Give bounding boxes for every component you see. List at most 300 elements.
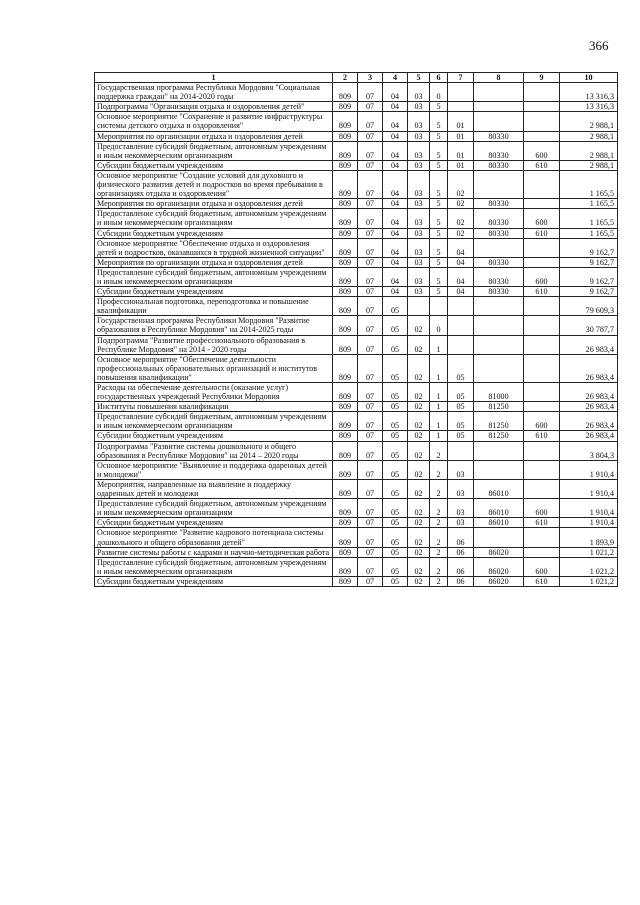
code-cell bbox=[524, 383, 560, 402]
row-name-cell: Подпрограмма "Развитие системы дошкольного и общего образования в Республике Мордовия" на 2014 – 2020 годы bbox=[95, 441, 333, 460]
code-cell: 05 bbox=[383, 547, 408, 557]
amount-cell: 1 165,5 bbox=[560, 228, 618, 238]
code-cell: 5 bbox=[430, 141, 448, 160]
code-cell: 809 bbox=[333, 297, 358, 316]
row-name-cell: Субсидии бюджетным учреждениям bbox=[95, 160, 333, 170]
code-cell: 05 bbox=[383, 431, 408, 441]
amount-cell: 26 983,4 bbox=[560, 335, 618, 354]
amount-cell: 26 983,4 bbox=[560, 402, 618, 412]
code-cell: 07 bbox=[358, 518, 383, 528]
table-row bbox=[95, 297, 618, 316]
code-cell: 80330 bbox=[474, 209, 524, 228]
amount-cell: 9 162,7 bbox=[560, 257, 618, 267]
code-cell: 1 bbox=[430, 383, 448, 402]
amount-cell: 26 983,4 bbox=[560, 431, 618, 441]
code-cell: 06 bbox=[448, 547, 474, 557]
code-cell: 5 bbox=[430, 131, 448, 141]
code-cell: 07 bbox=[358, 170, 383, 198]
code-cell: 03 bbox=[448, 518, 474, 528]
code-cell bbox=[474, 528, 524, 547]
code-cell: 2 bbox=[430, 547, 448, 557]
code-cell: 07 bbox=[358, 297, 383, 316]
code-cell: 5 bbox=[430, 209, 448, 228]
code-cell: 2 bbox=[430, 557, 448, 576]
code-cell: 03 bbox=[408, 112, 430, 131]
row-name-cell: Предоставление субсидий бюджетным, автономным учреждениям и иным некоммерческим организациям bbox=[95, 141, 333, 160]
code-cell: 81250 bbox=[474, 412, 524, 431]
code-cell: 1 bbox=[430, 412, 448, 431]
table-row bbox=[95, 160, 618, 170]
code-cell: 80330 bbox=[474, 131, 524, 141]
code-cell: 809 bbox=[333, 431, 358, 441]
code-cell: 809 bbox=[333, 238, 358, 257]
amount-cell: 79 609,3 bbox=[560, 297, 618, 316]
code-cell: 07 bbox=[358, 431, 383, 441]
code-cell: 0 bbox=[430, 83, 448, 102]
code-cell: 02 bbox=[408, 576, 430, 586]
amount-cell: 2 988,1 bbox=[560, 112, 618, 131]
code-cell: 04 bbox=[448, 267, 474, 286]
amount-cell: 1 021,2 bbox=[560, 576, 618, 586]
code-cell: 05 bbox=[383, 557, 408, 576]
code-cell bbox=[524, 316, 560, 335]
row-name-cell: Основное мероприятие "Обеспечение отдыха и оздоровления детей и подростков, оказавшихся в трудной жизненной ситуации" bbox=[95, 238, 333, 257]
row-name-cell: Расходы на обеспечение деятельности (оказание услуг) государственных учреждений Республики Мордовия bbox=[95, 383, 333, 402]
code-cell: 06 bbox=[448, 528, 474, 547]
amount-cell: 1 165,5 bbox=[560, 199, 618, 209]
row-name-cell: Субсидии бюджетным учреждениям bbox=[95, 576, 333, 586]
code-cell: 809 bbox=[333, 102, 358, 112]
code-cell: 07 bbox=[358, 131, 383, 141]
code-cell: 04 bbox=[383, 112, 408, 131]
code-cell: 80330 bbox=[474, 141, 524, 160]
code-cell: 809 bbox=[333, 518, 358, 528]
code-cell: 80330 bbox=[474, 199, 524, 209]
table-row bbox=[95, 431, 618, 441]
code-cell: 2 bbox=[430, 576, 448, 586]
code-cell: 07 bbox=[358, 209, 383, 228]
amount-cell: 26 983,4 bbox=[560, 412, 618, 431]
row-name-cell: Предоставление субсидий бюджетным, автономным учреждениям и иным некоммерческим организациям bbox=[95, 499, 333, 518]
amount-cell: 1 021,2 bbox=[560, 557, 618, 576]
code-cell: 04 bbox=[383, 199, 408, 209]
code-cell: 07 bbox=[358, 160, 383, 170]
code-cell: 809 bbox=[333, 499, 358, 518]
table-row bbox=[95, 335, 618, 354]
code-cell: 07 bbox=[358, 335, 383, 354]
table-row bbox=[95, 316, 618, 335]
column-header: 5 bbox=[408, 73, 430, 83]
row-name-cell: Мероприятия, направленные на выявление и поддержку одаренных детей и молодежи bbox=[95, 479, 333, 498]
amount-cell: 13 316,3 bbox=[560, 102, 618, 112]
code-cell: 86020 bbox=[474, 547, 524, 557]
row-name-cell: Подпрограмма "Организация отдыха и оздоровления детей" bbox=[95, 102, 333, 112]
code-cell: 80330 bbox=[474, 287, 524, 297]
code-cell: 5 bbox=[430, 102, 448, 112]
code-cell bbox=[524, 297, 560, 316]
row-name-cell: Основное мероприятие "Сохранение и развитие инфраструктуры системы детского отдыха и оздоровления" bbox=[95, 112, 333, 131]
code-cell: 06 bbox=[448, 576, 474, 586]
amount-cell: 2 988,1 bbox=[560, 141, 618, 160]
code-cell: 06 bbox=[448, 557, 474, 576]
code-cell: 809 bbox=[333, 83, 358, 102]
code-cell: 07 bbox=[358, 257, 383, 267]
code-cell: 86010 bbox=[474, 499, 524, 518]
code-cell: 05 bbox=[383, 335, 408, 354]
code-cell bbox=[448, 335, 474, 354]
code-cell: 03 bbox=[408, 83, 430, 102]
code-cell: 81000 bbox=[474, 383, 524, 402]
code-cell: 2 bbox=[430, 460, 448, 479]
code-cell: 80330 bbox=[474, 267, 524, 286]
code-cell: 809 bbox=[333, 383, 358, 402]
code-cell bbox=[474, 112, 524, 131]
code-cell: 600 bbox=[524, 267, 560, 286]
table-row bbox=[95, 267, 618, 286]
code-cell: 03 bbox=[408, 102, 430, 112]
code-cell: 02 bbox=[408, 431, 430, 441]
amount-cell: 1 910,4 bbox=[560, 460, 618, 479]
code-cell: 05 bbox=[383, 528, 408, 547]
code-cell bbox=[524, 112, 560, 131]
code-cell: 07 bbox=[358, 412, 383, 431]
code-cell: 03 bbox=[408, 257, 430, 267]
code-cell: 05 bbox=[383, 479, 408, 498]
code-cell: 809 bbox=[333, 557, 358, 576]
code-cell: 2 bbox=[430, 528, 448, 547]
table-row bbox=[95, 402, 618, 412]
code-cell: 07 bbox=[358, 287, 383, 297]
amount-cell: 3 804,3 bbox=[560, 441, 618, 460]
row-name-cell: Предоставление субсидий бюджетным, автономным учреждениям и иным некоммерческим организациям bbox=[95, 557, 333, 576]
code-cell: 809 bbox=[333, 316, 358, 335]
column-header: 4 bbox=[383, 73, 408, 83]
code-cell: 5 bbox=[430, 170, 448, 198]
code-cell: 02 bbox=[408, 316, 430, 335]
table-row bbox=[95, 209, 618, 228]
code-cell: 05 bbox=[448, 431, 474, 441]
code-cell: 03 bbox=[408, 141, 430, 160]
code-cell: 04 bbox=[383, 141, 408, 160]
column-header: 1 bbox=[95, 73, 333, 83]
code-cell: 01 bbox=[448, 131, 474, 141]
code-cell: 02 bbox=[408, 412, 430, 431]
code-cell: 04 bbox=[383, 238, 408, 257]
code-cell: 05 bbox=[383, 412, 408, 431]
row-name-cell: Развитие системы работы с кадрами и научно-методическая работа bbox=[95, 547, 333, 557]
code-cell: 5 bbox=[430, 267, 448, 286]
column-header: 6 bbox=[430, 73, 448, 83]
code-cell: 5 bbox=[430, 257, 448, 267]
amount-cell: 1 165,5 bbox=[560, 170, 618, 198]
code-cell: 5 bbox=[430, 199, 448, 209]
code-cell: 04 bbox=[383, 83, 408, 102]
amount-cell: 26 983,4 bbox=[560, 354, 618, 382]
code-cell: 03 bbox=[448, 460, 474, 479]
column-header: 9 bbox=[524, 73, 560, 83]
code-cell: 86010 bbox=[474, 479, 524, 498]
code-cell bbox=[524, 335, 560, 354]
row-name-cell: Мероприятия по организации отдыха и оздоровления детей bbox=[95, 199, 333, 209]
code-cell: 07 bbox=[358, 402, 383, 412]
code-cell bbox=[524, 131, 560, 141]
code-cell: 07 bbox=[358, 141, 383, 160]
code-cell bbox=[448, 83, 474, 102]
code-cell: 81250 bbox=[474, 431, 524, 441]
code-cell: 02 bbox=[408, 518, 430, 528]
code-cell: 2 bbox=[430, 499, 448, 518]
code-cell: 07 bbox=[358, 199, 383, 209]
code-cell: 07 bbox=[358, 547, 383, 557]
amount-cell: 1 165,5 bbox=[560, 209, 618, 228]
code-cell: 809 bbox=[333, 354, 358, 382]
code-cell: 809 bbox=[333, 547, 358, 557]
code-cell: 86010 bbox=[474, 518, 524, 528]
code-cell: 04 bbox=[383, 102, 408, 112]
code-cell: 600 bbox=[524, 557, 560, 576]
code-cell: 80330 bbox=[474, 257, 524, 267]
row-name-cell: Субсидии бюджетным учреждениям bbox=[95, 228, 333, 238]
code-cell: 04 bbox=[383, 209, 408, 228]
row-name-cell: Предоставление субсидий бюджетным, автономным учреждениям и иным некоммерческим организациям bbox=[95, 412, 333, 431]
table-row bbox=[95, 131, 618, 141]
code-cell: 809 bbox=[333, 257, 358, 267]
amount-cell: 13 316,3 bbox=[560, 83, 618, 102]
code-cell bbox=[448, 102, 474, 112]
code-cell: 5 bbox=[430, 160, 448, 170]
amount-cell: 9 162,7 bbox=[560, 267, 618, 286]
column-header: 10 bbox=[560, 73, 618, 83]
code-cell: 809 bbox=[333, 141, 358, 160]
table-row bbox=[95, 287, 618, 297]
code-cell bbox=[448, 316, 474, 335]
code-cell: 05 bbox=[448, 383, 474, 402]
amount-cell: 9 162,7 bbox=[560, 287, 618, 297]
code-cell: 600 bbox=[524, 499, 560, 518]
code-cell: 02 bbox=[408, 402, 430, 412]
code-cell: 04 bbox=[383, 267, 408, 286]
code-cell bbox=[524, 441, 560, 460]
table-row bbox=[95, 112, 618, 131]
code-cell: 809 bbox=[333, 335, 358, 354]
code-cell bbox=[524, 238, 560, 257]
code-cell: 809 bbox=[333, 228, 358, 238]
code-cell: 07 bbox=[358, 316, 383, 335]
code-cell bbox=[474, 335, 524, 354]
code-cell: 05 bbox=[383, 383, 408, 402]
budget-table bbox=[94, 72, 618, 587]
code-cell: 02 bbox=[408, 354, 430, 382]
code-cell: 02 bbox=[408, 499, 430, 518]
code-cell: 610 bbox=[524, 160, 560, 170]
code-cell bbox=[448, 441, 474, 460]
table-row bbox=[95, 238, 618, 257]
code-cell: 01 bbox=[448, 141, 474, 160]
code-cell: 05 bbox=[383, 576, 408, 586]
row-name-cell: Субсидии бюджетным учреждениям bbox=[95, 287, 333, 297]
code-cell: 809 bbox=[333, 441, 358, 460]
code-cell: 05 bbox=[383, 297, 408, 316]
code-cell: 03 bbox=[448, 499, 474, 518]
code-cell bbox=[524, 479, 560, 498]
code-cell: 5 bbox=[430, 228, 448, 238]
code-cell: 03 bbox=[408, 170, 430, 198]
column-header: 2 bbox=[333, 73, 358, 83]
code-cell: 2 bbox=[430, 479, 448, 498]
code-cell: 2 bbox=[430, 518, 448, 528]
code-cell: 809 bbox=[333, 209, 358, 228]
row-name-cell: Государственная программа Республики Мордовия "Развитие образования в Республике Мордовия" на 2014-2025 годы bbox=[95, 316, 333, 335]
code-cell: 01 bbox=[448, 112, 474, 131]
row-name-cell: Субсидии бюджетным учреждениям bbox=[95, 518, 333, 528]
amount-cell: 1 910,4 bbox=[560, 518, 618, 528]
amount-cell: 2 988,1 bbox=[560, 131, 618, 141]
code-cell bbox=[474, 83, 524, 102]
code-cell: 07 bbox=[358, 460, 383, 479]
code-cell: 02 bbox=[408, 441, 430, 460]
code-cell bbox=[524, 402, 560, 412]
code-cell: 809 bbox=[333, 528, 358, 547]
code-cell bbox=[408, 297, 430, 316]
code-cell: 07 bbox=[358, 499, 383, 518]
amount-cell: 1 893,9 bbox=[560, 528, 618, 547]
table-row bbox=[95, 170, 618, 198]
code-cell: 07 bbox=[358, 479, 383, 498]
code-cell: 05 bbox=[383, 460, 408, 479]
amount-cell: 26 983,4 bbox=[560, 383, 618, 402]
code-cell: 04 bbox=[448, 257, 474, 267]
code-cell: 1 bbox=[430, 335, 448, 354]
row-name-cell: Основное мероприятие "Создание условий для духовного и физического развития детей и подростков во время пребывания в организациях отдыха и оздоровления" bbox=[95, 170, 333, 198]
table-row bbox=[95, 141, 618, 160]
code-cell bbox=[474, 238, 524, 257]
code-cell: 02 bbox=[448, 209, 474, 228]
code-cell bbox=[474, 354, 524, 382]
code-cell: 809 bbox=[333, 402, 358, 412]
code-cell: 1 bbox=[430, 402, 448, 412]
row-name-cell: Профессиональная подготовка, переподготовка и повышение квалификации bbox=[95, 297, 333, 316]
amount-cell: 9 162,7 bbox=[560, 238, 618, 257]
code-cell: 02 bbox=[448, 170, 474, 198]
code-cell: 04 bbox=[383, 257, 408, 267]
code-cell bbox=[430, 297, 448, 316]
code-cell: 86020 bbox=[474, 576, 524, 586]
row-name-cell: Основное мероприятие "Выявление и поддержка одаренных детей и молодежи" bbox=[95, 460, 333, 479]
code-cell: 610 bbox=[524, 518, 560, 528]
code-cell: 2 bbox=[430, 441, 448, 460]
code-cell: 03 bbox=[408, 287, 430, 297]
table-row bbox=[95, 199, 618, 209]
code-cell: 07 bbox=[358, 576, 383, 586]
code-cell bbox=[524, 170, 560, 198]
code-cell: 04 bbox=[448, 238, 474, 257]
code-cell: 03 bbox=[408, 267, 430, 286]
code-cell: 03 bbox=[408, 228, 430, 238]
amount-cell: 1 021,2 bbox=[560, 547, 618, 557]
amount-cell: 1 910,4 bbox=[560, 499, 618, 518]
code-cell: 05 bbox=[383, 441, 408, 460]
code-cell: 86020 bbox=[474, 557, 524, 576]
code-cell: 809 bbox=[333, 160, 358, 170]
code-cell: 600 bbox=[524, 141, 560, 160]
code-cell: 05 bbox=[383, 402, 408, 412]
code-cell: 610 bbox=[524, 228, 560, 238]
column-header: 8 bbox=[474, 73, 524, 83]
code-cell: 07 bbox=[358, 238, 383, 257]
code-cell: 07 bbox=[358, 528, 383, 547]
code-cell: 610 bbox=[524, 287, 560, 297]
code-cell bbox=[524, 547, 560, 557]
row-name-cell: Основное мероприятие "Развитие кадрового потенциала системы дошкольного и общего образования детей" bbox=[95, 528, 333, 547]
row-name-cell: Предоставление субсидий бюджетным, автономным учреждениям и иным некоммерческим организациям bbox=[95, 267, 333, 286]
code-cell: 05 bbox=[448, 354, 474, 382]
code-cell: 81250 bbox=[474, 402, 524, 412]
page-number: 366 bbox=[589, 38, 609, 53]
amount-cell: 2 988,1 bbox=[560, 160, 618, 170]
code-cell: 809 bbox=[333, 199, 358, 209]
code-cell: 02 bbox=[408, 335, 430, 354]
code-cell: 02 bbox=[448, 228, 474, 238]
code-cell: 03 bbox=[448, 479, 474, 498]
code-cell: 02 bbox=[408, 383, 430, 402]
code-cell: 809 bbox=[333, 412, 358, 431]
code-cell bbox=[524, 199, 560, 209]
code-cell bbox=[524, 102, 560, 112]
code-cell: 04 bbox=[383, 131, 408, 141]
amount-cell: 1 910,4 bbox=[560, 479, 618, 498]
code-cell: 04 bbox=[383, 287, 408, 297]
code-cell: 05 bbox=[383, 518, 408, 528]
code-cell bbox=[474, 441, 524, 460]
code-cell bbox=[524, 528, 560, 547]
code-cell: 05 bbox=[448, 402, 474, 412]
code-cell: 02 bbox=[408, 528, 430, 547]
code-cell: 5 bbox=[430, 287, 448, 297]
code-cell: 07 bbox=[358, 441, 383, 460]
code-cell bbox=[524, 460, 560, 479]
table-row bbox=[95, 479, 618, 498]
code-cell: 03 bbox=[408, 238, 430, 257]
code-cell: 02 bbox=[408, 479, 430, 498]
code-cell: 07 bbox=[358, 267, 383, 286]
code-cell: 03 bbox=[408, 160, 430, 170]
code-cell: 1 bbox=[430, 431, 448, 441]
code-cell: 04 bbox=[383, 228, 408, 238]
row-name-cell: Мероприятия по организации отдыха и оздоровления детей bbox=[95, 257, 333, 267]
table-row bbox=[95, 228, 618, 238]
table-row bbox=[95, 383, 618, 402]
table-row bbox=[95, 557, 618, 576]
code-cell bbox=[474, 460, 524, 479]
code-cell: 05 bbox=[383, 499, 408, 518]
code-cell: 600 bbox=[524, 412, 560, 431]
code-cell: 610 bbox=[524, 431, 560, 441]
table-row bbox=[95, 518, 618, 528]
table-row bbox=[95, 441, 618, 460]
row-name-cell: Предоставление субсидий бюджетным, автономным учреждениям и иным некоммерческим организациям bbox=[95, 209, 333, 228]
table-row bbox=[95, 412, 618, 431]
table-row bbox=[95, 460, 618, 479]
table-row bbox=[95, 576, 618, 586]
code-cell: 809 bbox=[333, 479, 358, 498]
code-cell: 02 bbox=[408, 547, 430, 557]
code-cell: 07 bbox=[358, 228, 383, 238]
table-row bbox=[95, 83, 618, 102]
code-cell: 07 bbox=[358, 112, 383, 131]
code-cell: 05 bbox=[383, 316, 408, 335]
code-cell: 600 bbox=[524, 209, 560, 228]
code-cell: 07 bbox=[358, 383, 383, 402]
